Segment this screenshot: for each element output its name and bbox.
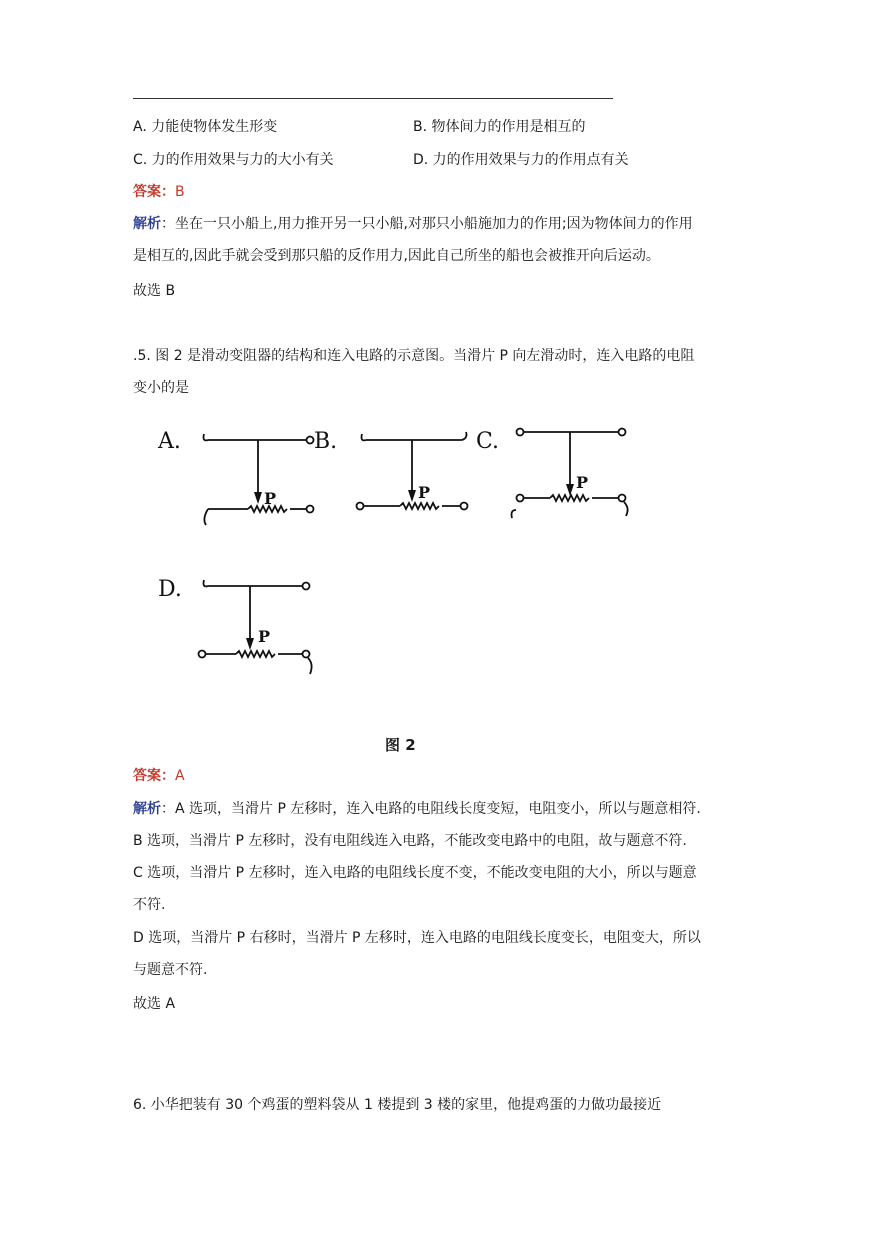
- question-6-text: 6. 小华把装有 30 个鸡蛋的塑料袋从 1 楼提到 3 楼的家里，他提鸡蛋的力做功最接近: [133, 1097, 662, 1113]
- analysis-line-q5-2: B 选项，当滑片 P 左移时，没有电阻线连入电路，不能改变电路中的电阻，故与题意不符.: [133, 833, 687, 849]
- analysis-text: ：A 选项，当滑片 P 左移时，连入电路的电阻线长度变短，电阻变小，所以与题意相符.: [161, 801, 701, 817]
- slider-label-b: P: [418, 483, 431, 502]
- conclusion: 故选 B: [133, 283, 176, 299]
- analysis-line-q5-4: 不符.: [133, 897, 166, 913]
- analysis-line-1: [133, 214, 693, 234]
- label-d: D.: [158, 577, 182, 602]
- analysis-label: 解析: [133, 216, 161, 232]
- option-b: B. 物体间力的作用是相互的: [413, 119, 586, 135]
- label-c: C.: [476, 429, 500, 454]
- slider-label-d: P: [258, 627, 271, 646]
- question-text-line-1: .5. 图 2 是滑动变阻器的结构和连入电路的示意图。当滑片 P 向左滑动时，连入电路的电阻: [133, 348, 695, 364]
- figure-2: [130, 410, 670, 700]
- label-b: B.: [314, 429, 338, 454]
- analysis-line-q5-1: [133, 799, 701, 819]
- analysis-line-q5-6: 与题意不符.: [133, 962, 208, 978]
- figure-caption: 图 2: [385, 736, 416, 754]
- analysis-line-q5-3: C 选项，当滑片 P 左移时，连入电路的电阻线长度不变，不能改变电阻的大小，所以与题意: [133, 865, 697, 881]
- slider-label-a: P: [264, 489, 277, 508]
- analysis-line-q5-5: D 选项，当滑片 P 右移时，当滑片 P 左移时，连入电路的电阻线长度变长，电阻变大，所以: [133, 930, 701, 946]
- option-d: D. 力的作用效果与力的作用点有关: [413, 152, 629, 168]
- circuit-c: [476, 429, 628, 519]
- question-text-line-2: 变小的是: [133, 380, 189, 396]
- answer-line-q5: [133, 766, 185, 786]
- circuit-a: [157, 429, 314, 525]
- analysis-line-2: 是相互的,因此手就会受到那只船的反作用力,因此自己所坐的船也会被推开向后运动。: [133, 248, 660, 264]
- analysis-label: 解析: [133, 801, 161, 817]
- slider-label-c: P: [576, 473, 589, 492]
- answer-value: B: [175, 184, 185, 200]
- analysis-text: ：坐在一只小船上,用力推开另一只小船,对那只小船施加力的作用;因为物体间力的作用: [161, 216, 693, 232]
- answer-label: 答案：: [133, 768, 175, 784]
- circuit-d: [158, 577, 312, 674]
- circuit-b: [314, 429, 468, 510]
- option-c: C. 力的作用效果与力的大小有关: [133, 152, 334, 168]
- conclusion-q5: 故选 A: [133, 996, 176, 1012]
- answer-label: 答案：: [133, 184, 175, 200]
- answer-value: A: [175, 768, 185, 784]
- answer-line: [133, 182, 185, 202]
- header-rule: [133, 98, 613, 99]
- label-a: A.: [158, 429, 181, 454]
- option-a: A. 力能使物体发生形变: [133, 119, 278, 135]
